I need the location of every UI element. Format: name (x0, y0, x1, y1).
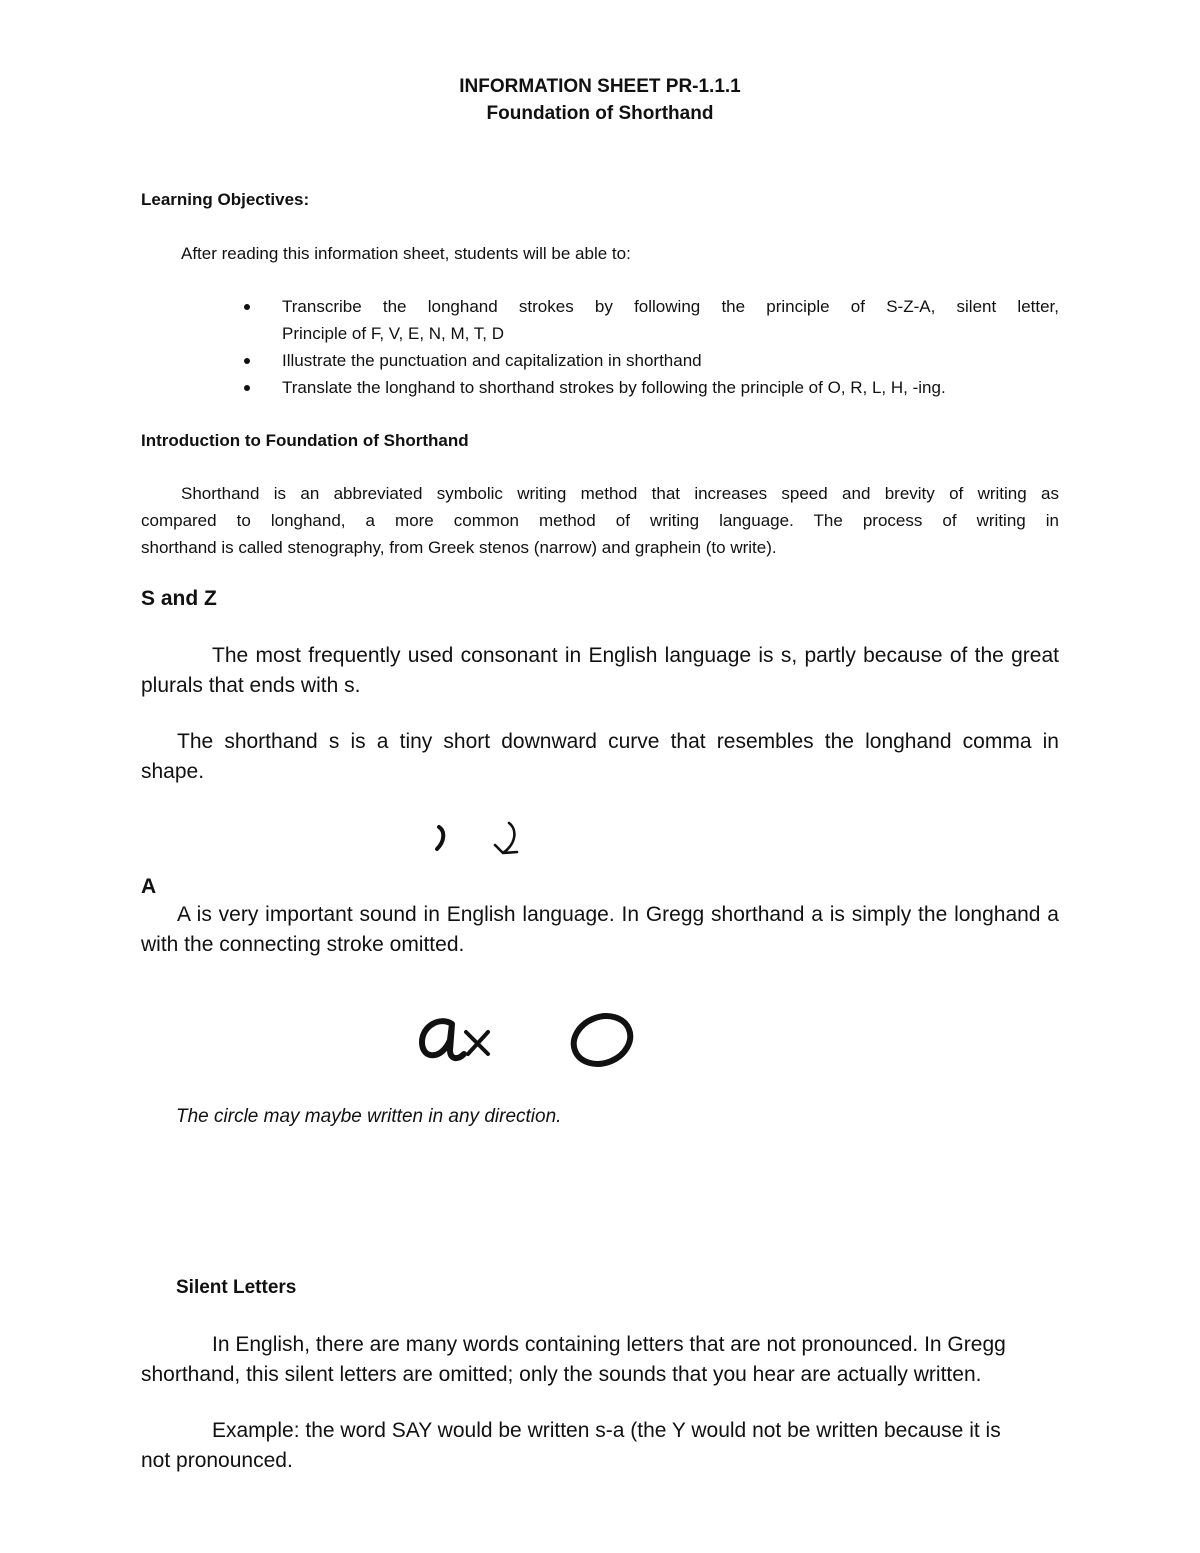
intro-paragraph (141, 480, 1059, 561)
s-and-z-paragraph-2 (141, 727, 1059, 787)
s-and-z-p2-line-1: The shorthand s is a tiny short downward curve that resembles the longhand comma in (177, 730, 1059, 753)
s-and-z-paragraph-1 (141, 641, 1059, 701)
intro-line-1: Shorthand is an abbreviated symbolic writing method that increases speed and brevity of writing as (181, 484, 1059, 503)
objectives-heading: Learning Objectives: (141, 190, 310, 209)
s-and-z-p2-line-2: shape. (141, 760, 205, 783)
shorthand-s-stroke-image (425, 815, 535, 865)
a-paragraph (141, 900, 1059, 960)
objective-1-line-1: Transcribe the longhand strokes by following the principle of S-Z-A, silent letter, (282, 297, 1059, 316)
document-title: INFORMATION SHEET PR-1.1.1 (459, 76, 741, 97)
a-line-1: A is very important sound in English language. In Gregg shorthand a is simply the longhand a (177, 903, 1059, 926)
silent-letters-heading: Silent Letters (176, 1277, 297, 1298)
s-and-z-heading: S and Z (141, 587, 217, 610)
a-line-2: with the connecting stroke omitted. (141, 933, 465, 956)
list-item (282, 293, 1059, 347)
silent-p2-line-2: not pronounced. (141, 1449, 293, 1472)
objective-2-line-1: Illustrate the punctuation and capitalization in shorthand (282, 351, 702, 370)
intro-heading: Introduction to Foundation of Shorthand (141, 431, 469, 450)
objectives-intro: After reading this information sheet, students will be able to: (181, 244, 631, 263)
list-item (282, 347, 1059, 374)
s-and-z-p1-line-2: plurals that ends with s. (141, 674, 361, 697)
silent-p1-line-1: In English, there are many words containing letters that are not pronounced. In Gregg (212, 1333, 1006, 1356)
document-subtitle: Foundation of Shorthand (486, 103, 714, 124)
intro-line-2: compared to longhand, a more common method of writing language. The process of writing in (141, 511, 1059, 530)
silent-letters-paragraph-1 (141, 1330, 1041, 1390)
silent-p2-line-1: Example: the word SAY would be written s-a (the Y would not be written because it is (212, 1419, 1001, 1442)
shorthand-a-circle-image (412, 1002, 642, 1077)
a-caption: The circle may maybe written in any direction. (176, 1106, 562, 1127)
bullet-icon (244, 358, 250, 364)
list-item (282, 374, 1059, 401)
objectives-list (282, 293, 1059, 401)
objective-3-line-1: Translate the longhand to shorthand strokes by following the principle of O, R, L, H, -ing. (282, 378, 946, 397)
silent-letters-paragraph-2 (141, 1416, 1041, 1476)
bullet-icon (244, 385, 250, 391)
intro-line-3: shorthand is called stenography, from Greek stenos (narrow) and graphein (to write). (141, 538, 777, 557)
objective-1-line-2: Principle of F, V, E, N, M, T, D (282, 324, 505, 343)
silent-p1-line-2: shorthand, this silent letters are omitted; only the sounds that you hear are actually written. (141, 1363, 982, 1386)
s-and-z-p1-line-1: The most frequently used consonant in English language is s, partly because of the great (212, 644, 1059, 667)
bullet-icon (244, 304, 250, 310)
a-heading: A (141, 875, 157, 898)
